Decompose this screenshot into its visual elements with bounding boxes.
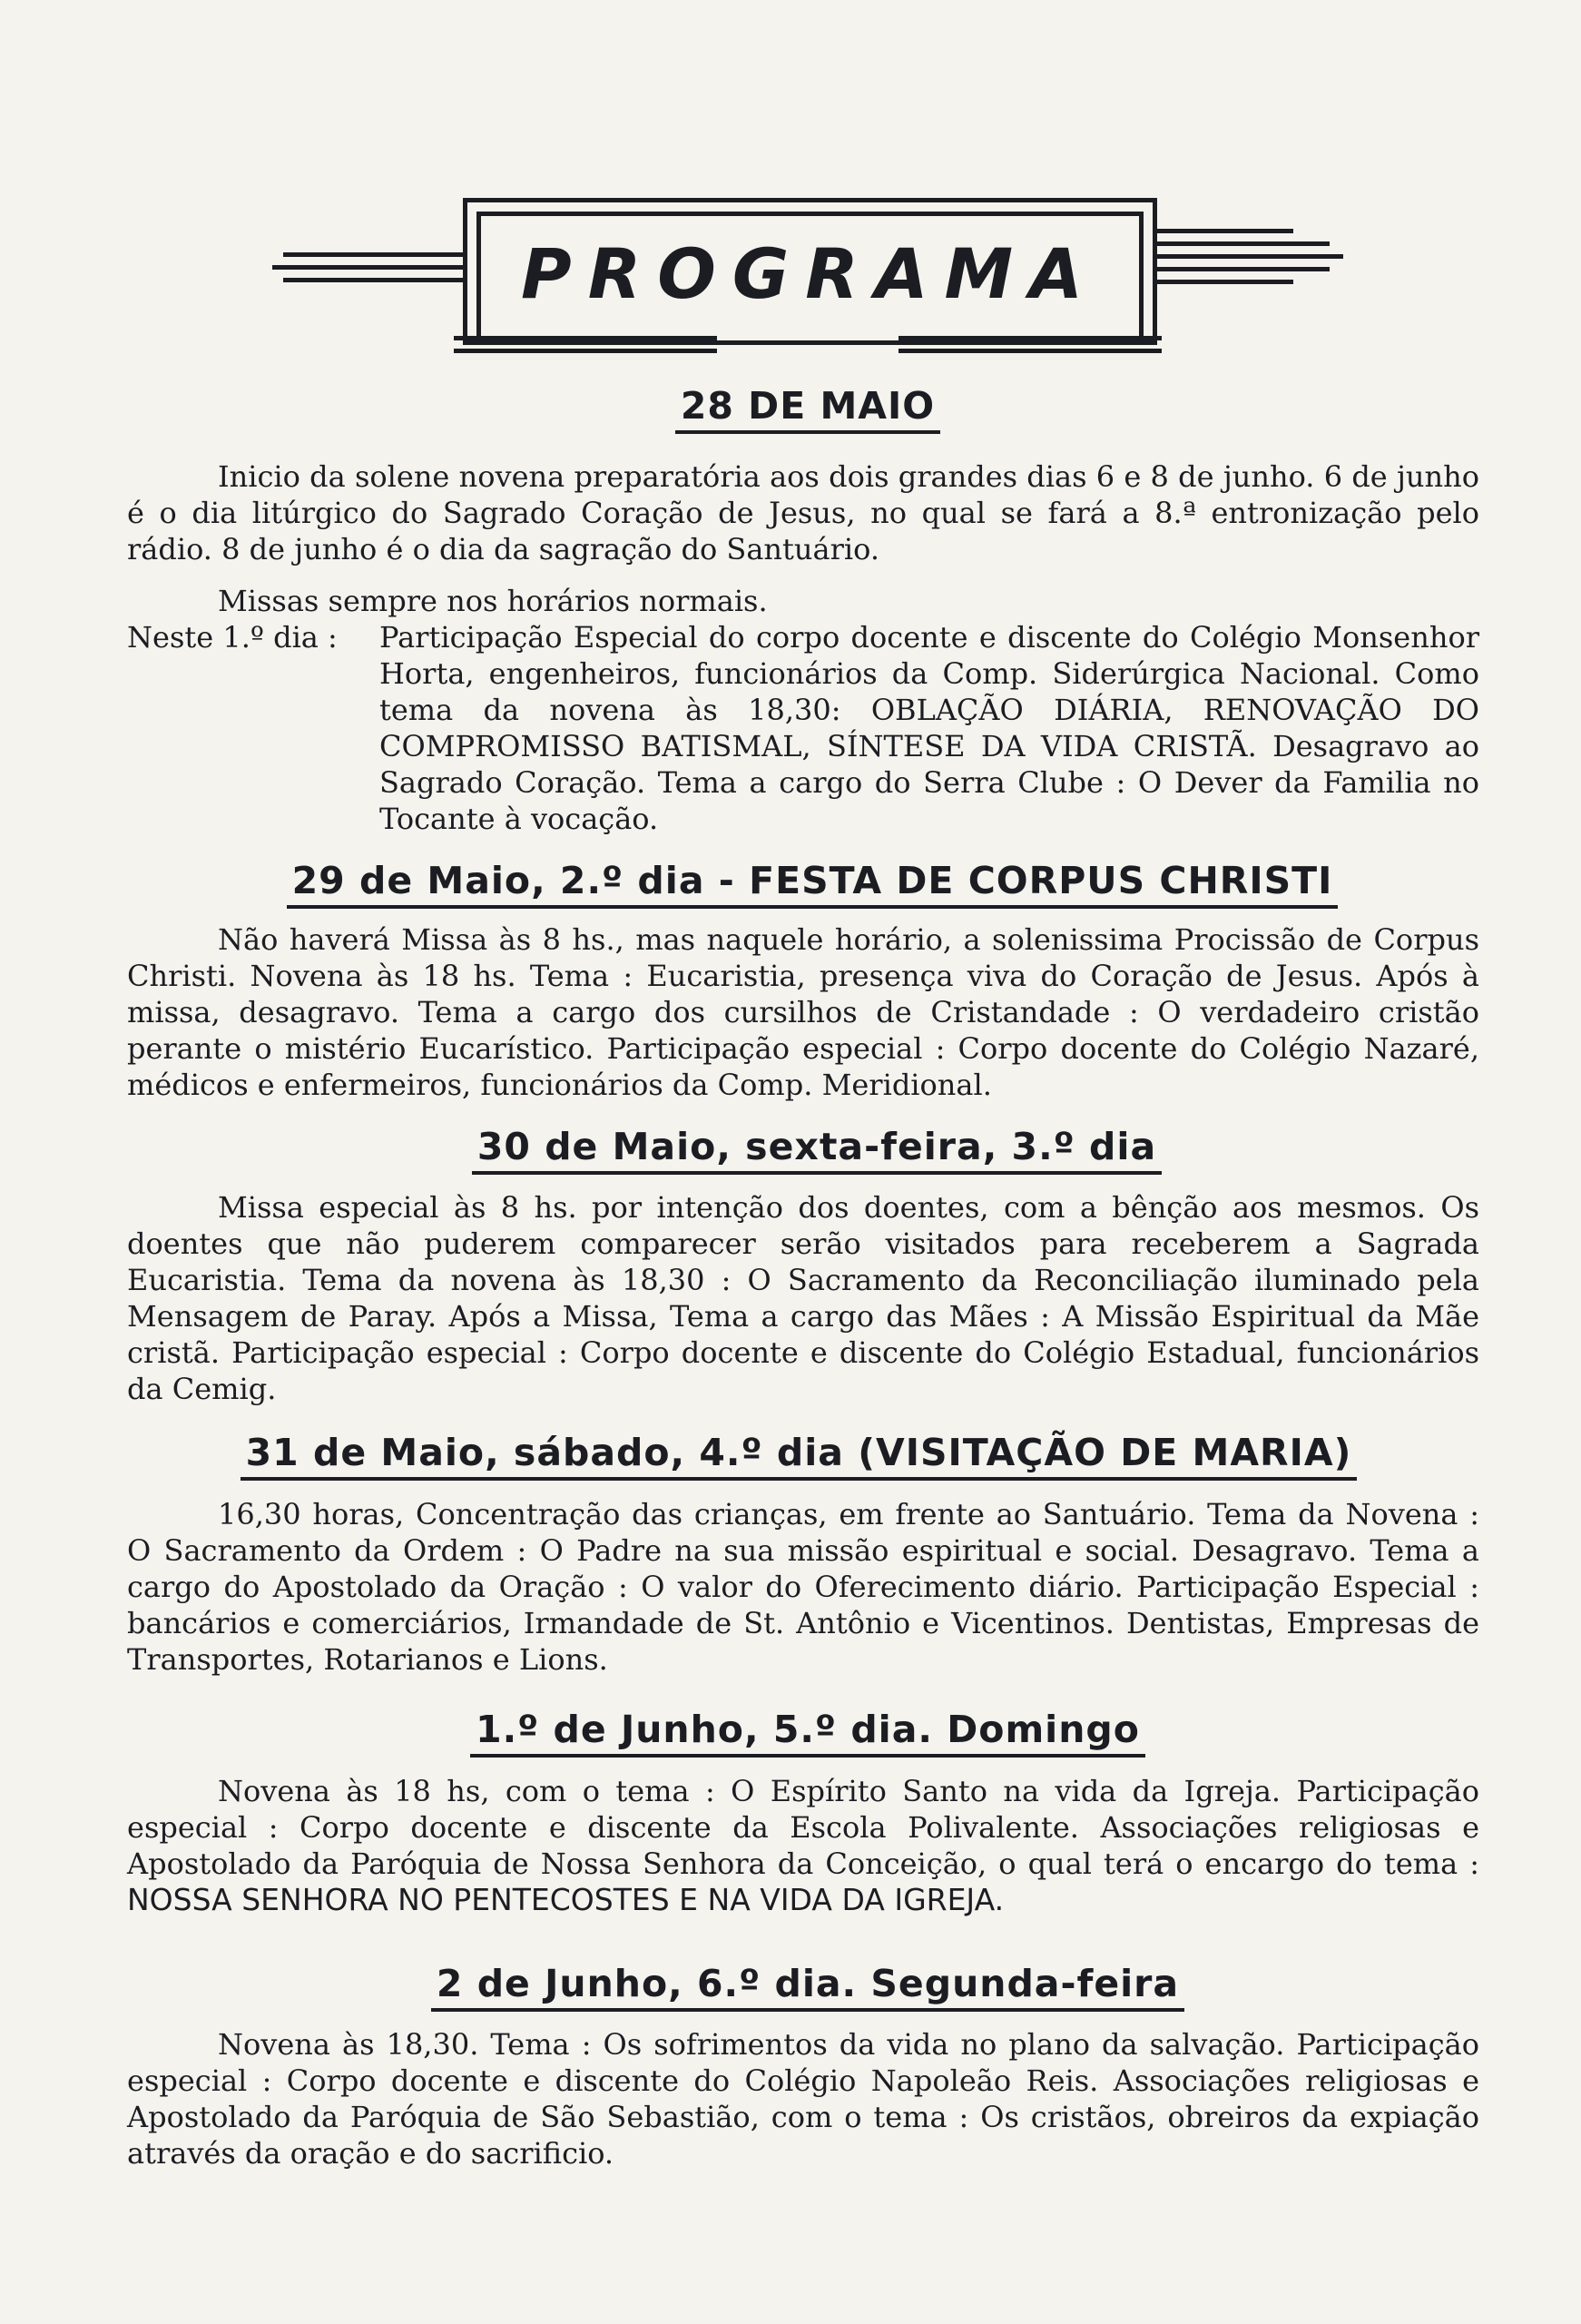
- banner-line-right-5: [1157, 280, 1293, 284]
- banner-line-right-2: [1157, 241, 1330, 246]
- section-heading-31-maio: 31 de Maio, sábado, 4.º dia (VISITAÇÃO DE MARIA): [154, 1430, 1443, 1481]
- section-heading-30-maio: 30 de Maio, sexta-feira, 3.º dia: [363, 1124, 1271, 1175]
- section-heading-28-maio: 28 DE MAIO: [626, 383, 989, 434]
- banner-line-left-2: [272, 265, 463, 270]
- section-6-text: Novena às 18,30. Tema : Os sofrimentos da vida no plano da salvação. Participação especial : Corpo docente e discente do Colégio Napoleão Reis. Associações religiosas e Apostolado da Paróquia de São Sebastião, com o tema : Os cristãos, obreiros da expiação através da oração e do sacrificio.: [127, 2027, 1479, 2171]
- section-1-missas: Missas sempre nos horários normais.: [218, 584, 768, 618]
- banner-line-left-3: [283, 278, 463, 282]
- section-1-day-label: Neste 1.º dia :: [127, 620, 338, 655]
- section-1-intro: Inicio da solene novena preparatória aos dois grandes dias 6 e 8 de junho. 6 de junho é o dia litúrgico do Sagrado Coração de Jesus, no qual se fará a 8.ª entronização pelo rádio. 8 de junho é o dia da sagração do Santuário.: [127, 459, 1479, 566]
- banner-line-right-4: [1157, 267, 1330, 271]
- banner-line-left-1: [283, 252, 463, 257]
- section-heading-2-junho: 2 de Junho, 6.º dia. Segunda-feira: [309, 1961, 1307, 2012]
- page-title: PROGRAMA: [521, 233, 1099, 314]
- banner-line-right-1: [1157, 229, 1293, 233]
- section-3-text: Missa especial às 8 hs. por intenção dos doentes, com a bênção aos mesmos. Os doentes que não puderem comparecer serão visitados para receberem a Sagrada Eucaristia. Tema da novena às 18,30 : O Sacramento da Reconciliação iluminado pela Mensagem de Paray. Após a Missa, Tema a cargo das Mães : A Missão Espiritual da Mãe cristã. Participação especial : Corpo docente e discente do Colégio Estadual, funcionários da Cemig.: [127, 1190, 1479, 1406]
- banner-line-right-3: [1157, 254, 1343, 259]
- section-4-text: 16,30 horas, Concentração das crianças, em frente ao Santuário. Tema da Novena : O Sacramento da Ordem : O Padre na sua missão espiritual e social. Desagravo. Tema a cargo do Apostolado da Oração : O valor do Oferecimento diário. Participação Especial : bancários e comerciários, Irmandade de St. Antônio e Vicentinos. Dentistas, Empresas de Transportes, Rotarianos e Lions.: [127, 1497, 1479, 1677]
- title-frame: [463, 198, 1157, 345]
- banner-line-bottom-right-2: [899, 349, 1162, 353]
- section-5-text: Novena às 18 hs, com o tema : O Espírito Santo na vida da Igreja. Participação especial : Corpo docente e discente da Escola Polivalente. Associações religiosas e Apostolado da Paróquia de Nossa Senhora da Conceição, o qual terá o encargo do tema : NOSSA SENHORA NO PENTECOSTES E NA VIDA DA IGREJA.: [127, 1774, 1479, 1917]
- title-banner: [272, 182, 1343, 381]
- section-heading-1-junho: 1.º de Junho, 5.º dia. Domingo: [381, 1707, 1234, 1758]
- banner-line-bottom-left-2: [454, 349, 717, 353]
- section-2-text: Não haverá Missa às 8 hs., mas naquele horário, a solenissima Procissão de Corpus Christi. Novena às 18 hs. Tema : Eucaristia, presença viva do Coração de Jesus. Após à missa, desagravo. Tema a cargo dos cursilhos de Cristandade : O verdadeiro cristão perante o mistério Eucarístico. Participação especial : Corpo docente do Colégio Nazaré, médicos e enfermeiros, funcionários da Comp. Meridional.: [127, 922, 1479, 1102]
- section-heading-29-maio: 29 de Maio, 2.º dia - FESTA DE CORPUS CHRISTI: [182, 858, 1443, 909]
- section-1-details: Participação Especial do corpo docente e discente do Colégio Monsenhor Horta, engenheiros, funcionários da Comp. Siderúrgica Nacional. Como tema da novena às 18,30: OBLAÇÃO DIÁRIA, RENOVAÇÃO DO COMPROMISSO BATISMAL, SÍNTESE DA VIDA CRISTÃ. Desagravo ao Sagrado Coração. Tema a cargo do Serra Clube : O Dever da Familia no Tocante à vocação.: [379, 620, 1480, 836]
